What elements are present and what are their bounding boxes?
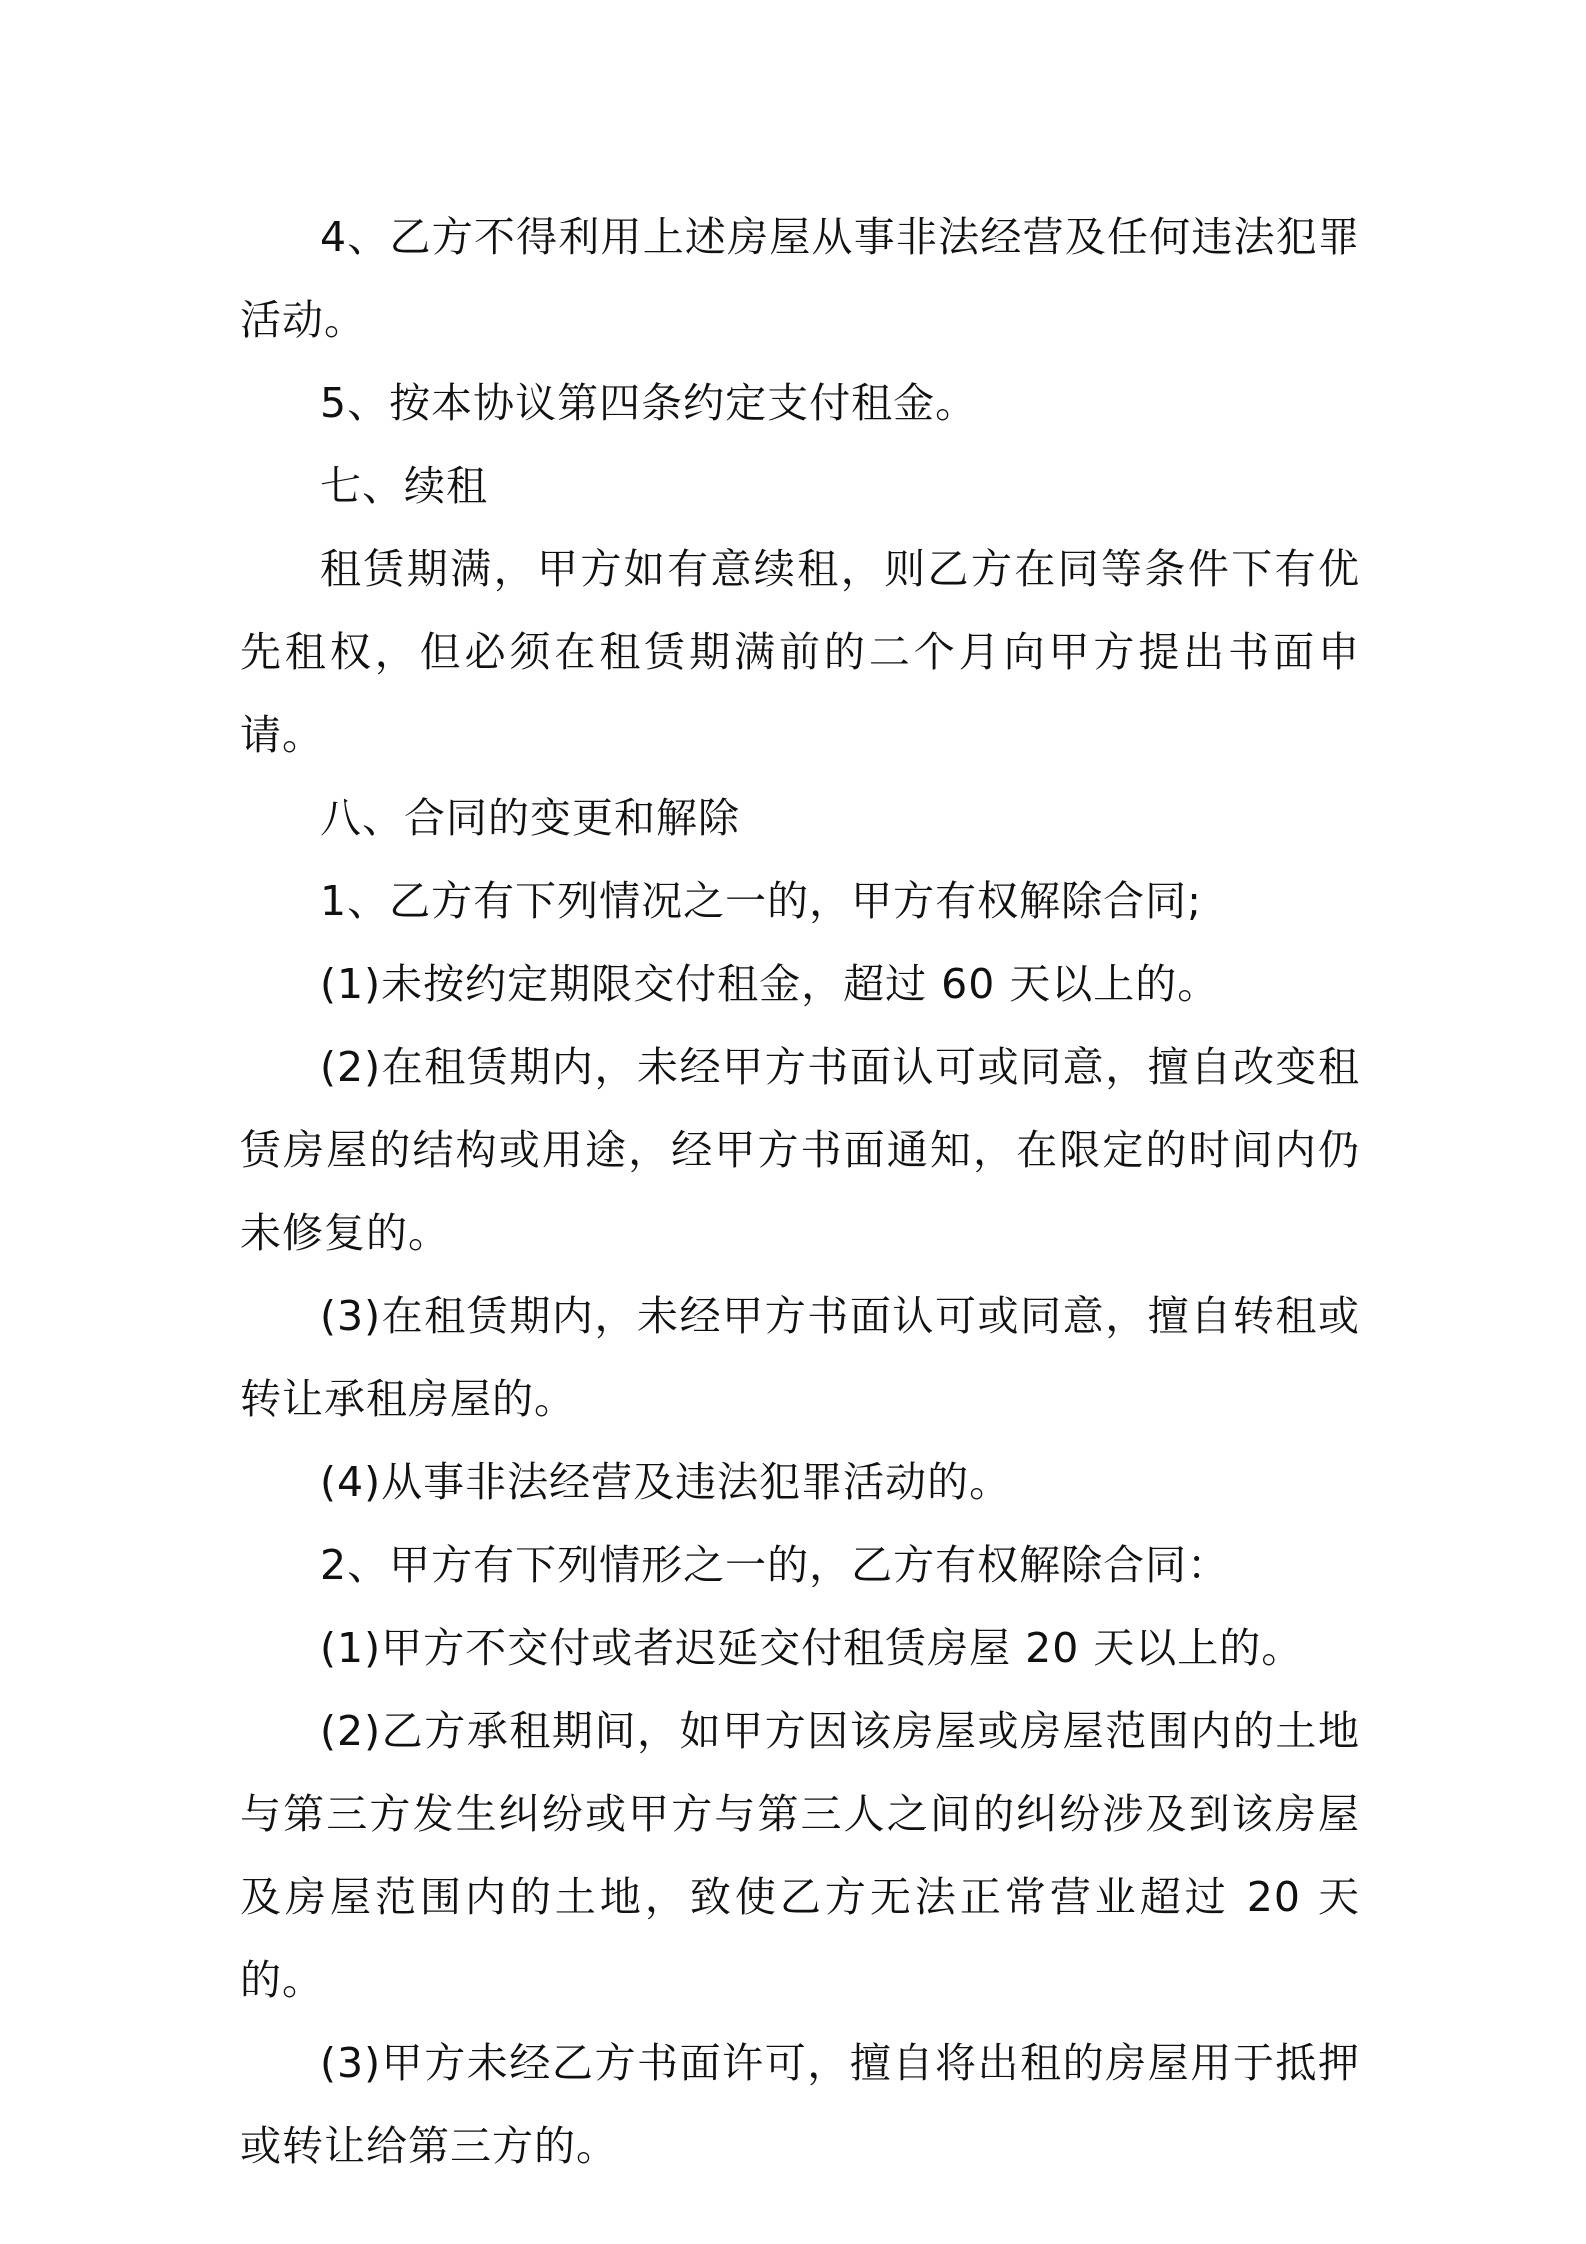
clause-8-1: 1、乙方有下列情况之一的，甲方有权解除合同; — [320, 877, 1202, 925]
renewal-paragraph: 租赁期满，甲方如有意续租，则乙方在同等条件下有优先租权，但必须在租赁期满前的二个月向甲方提出书面申请。 — [240, 545, 1360, 759]
document-body — [240, 196, 1360, 2188]
clause-8-2-item-1: (1)甲方不交付或者迟延交付租赁房屋 20 天以上的。 — [320, 1624, 1304, 1672]
clause-6-5: 5、按本协议第四条约定支付租金。 — [320, 379, 978, 427]
clause-8-2-item-3: (3)甲方未经乙方书面许可，擅自将出租的房屋用于抵押或转让给第三方的。 — [240, 2039, 1360, 2170]
section-heading-termination: 八、合同的变更和解除 — [320, 794, 740, 842]
clause-6-4: 4、乙方不得利用上述房屋从事非法经营及任何违法犯罪活动。 — [240, 213, 1360, 344]
clause-8-2-item-2: (2)乙方承租期间，如甲方因该房屋或房屋范围内的土地与第三方发生纠纷或甲方与第三人之间的纠纷涉及到该房屋及房屋范围内的土地，致使乙方无法正常营业超过 20 天的。 — [240, 1707, 1360, 2004]
clause-8-2: 2、甲方有下列情形之一的，乙方有权解除合同： — [320, 1541, 1230, 1589]
section-heading-renewal: 七、续租 — [320, 462, 488, 510]
clause-8-1-item-3: (3)在租赁期内，未经甲方书面认可或同意，擅自转租或转让承租房屋的。 — [240, 1292, 1360, 1423]
clause-8-1-item-2: (2)在租赁期内，未经甲方书面认可或同意，擅自改变租赁房屋的结构或用途，经甲方书面通知，在限定的时间内仍未修复的。 — [240, 1043, 1360, 1257]
clause-8-1-item-1: (1)未按约定期限交付租金，超过 60 天以上的。 — [320, 960, 1220, 1008]
clause-8-1-item-4: (4)从事非法经营及违法犯罪活动的。 — [320, 1458, 1012, 1506]
